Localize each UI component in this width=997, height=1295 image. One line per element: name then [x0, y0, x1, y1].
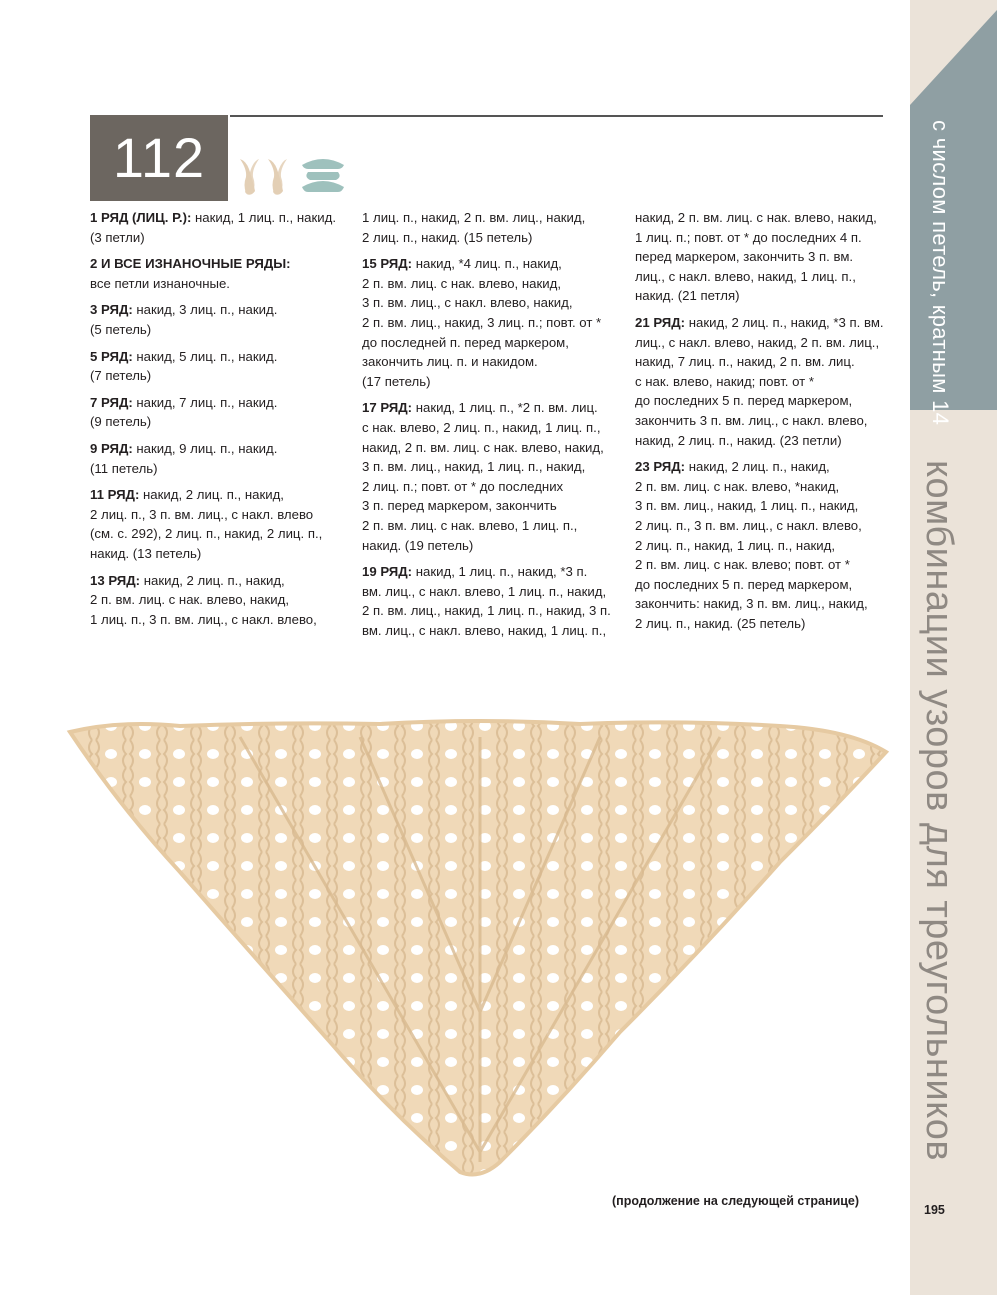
row-text: накид, 2 лиц. п., накид, — [139, 487, 284, 503]
row-text: накид, 3 лиц. п., накид. — [132, 302, 278, 318]
instruction-line: 2 п. вм. лиц. с нак. влево, 1 лиц. п., — [362, 517, 578, 533]
instruction-paragraph — [90, 300, 352, 339]
instruction-line: все петли изнаночные. — [90, 275, 230, 291]
instruction-line: 1 лиц. п.; повт. от * до последних 4 п. — [635, 229, 862, 245]
instructions-column-2 — [362, 208, 624, 647]
instruction-line: (см. с. 292), 2 лиц. п., накид, 2 лиц. п., — [90, 526, 323, 542]
instruction-line: вм. лиц., с накл. влево, 1 лиц. п., накид, — [362, 583, 607, 599]
instruction-line: накид, 2 лиц. п., накид. (23 петли) — [635, 432, 842, 448]
instruction-line — [90, 439, 352, 459]
instruction-paragraph — [362, 254, 624, 391]
instruction-line: закончить 3 п. вм. лиц., с накл. влево, — [635, 412, 868, 428]
instruction-line: (17 петель) — [362, 373, 431, 389]
knitted-shawl-photo — [60, 712, 892, 1182]
instruction-line: 2 лиц. п., накид. (15 петель) — [362, 229, 533, 245]
instruction-line — [90, 393, 352, 413]
instructions-column-3 — [635, 208, 897, 640]
instruction-line: (5 петель) — [90, 321, 152, 337]
side-title: с числом петель, кратным 14 — [928, 120, 953, 426]
instruction-line: 1 лиц. п., накид, 2 п. вм. лиц., накид, — [362, 210, 586, 225]
row-text: накид, *4 лиц. п., накид, — [412, 256, 562, 272]
instruction-line: 2 п. вм. лиц. с нак. влево, *накид, — [635, 478, 840, 494]
row-text: накид, 1 лиц. п., накид, *3 п. — [412, 564, 588, 580]
instruction-line — [362, 398, 624, 418]
instruction-paragraph — [90, 347, 352, 386]
instruction-line: накид, 2 п. вм. лиц. с нак. влево, накид, — [635, 210, 877, 225]
instruction-line: до последних 5 п. перед маркером, — [635, 576, 853, 592]
instruction-line — [90, 485, 352, 505]
instruction-line — [362, 562, 624, 582]
instruction-line: 2 п. вм. лиц. с нак. влево, накид, — [90, 592, 289, 608]
yarn-over-icon — [298, 155, 348, 197]
row-label: 19 РЯД: — [362, 564, 413, 580]
instruction-paragraph — [635, 457, 897, 633]
row-text: накид, 2 лиц. п., накид, *3 п. вм. — [685, 314, 884, 330]
instruction-line — [90, 347, 352, 367]
row-label: 23 РЯД: — [635, 459, 686, 475]
row-label: 1 РЯД (ЛИЦ. Р.): — [90, 210, 192, 225]
side-triangle — [910, 0, 997, 426]
row-label: 5 РЯД: — [90, 348, 133, 364]
instruction-line: до последних 5 п. перед маркером, — [635, 393, 853, 409]
row-label: 17 РЯД: — [362, 400, 413, 416]
instruction-line: с нак. влево, накид; повт. от * — [635, 373, 814, 389]
instruction-paragraph — [90, 208, 352, 247]
instruction-line: накид, 7 лиц. п., накид, 2 п. вм. лиц. — [635, 354, 855, 370]
pattern-number: 112 — [112, 126, 206, 189]
instruction-paragraph — [635, 208, 897, 306]
instruction-line: до последней п. перед маркером, — [362, 334, 569, 350]
instruction-line — [90, 300, 352, 320]
instruction-paragraph — [90, 439, 352, 478]
row-text: накид, 2 лиц. п., накид, — [140, 572, 285, 588]
instruction-line: 2 п. вм. лиц., накид, 3 лиц. п.; повт. от * — [362, 314, 602, 330]
instruction-line: 2 лиц. п., накид. (25 петель) — [635, 615, 806, 631]
row-text: накид, 9 лиц. п., накид. — [132, 440, 278, 456]
row-label: 13 РЯД: — [90, 572, 141, 588]
row-text: накид, 1 лиц. п., накид. — [191, 210, 336, 225]
instruction-paragraph — [90, 393, 352, 432]
row-label: 7 РЯД: — [90, 394, 133, 410]
row-label: 15 РЯД: — [362, 256, 413, 272]
instruction-line: (3 петли) — [90, 229, 145, 245]
page-number: 195 — [924, 1203, 945, 1217]
row-label: 3 РЯД: — [90, 302, 133, 318]
instruction-line: 2 п. вм. лиц. с нак. влево; повт. от * — [635, 557, 850, 573]
instruction-line: 3 п. вм. лиц., накид, 1 лиц. п., накид, — [635, 498, 859, 514]
instruction-line: 2 лиц. п., 3 п. вм. лиц., с накл. влево, — [635, 517, 862, 533]
instruction-paragraph — [90, 254, 352, 293]
row-label: 2 И ВСЕ ИЗНАНОЧНЫЕ РЯДЫ: — [90, 256, 291, 272]
instruction-line: накид. (21 петля) — [635, 288, 740, 304]
instruction-line: накид, 2 п. вм. лиц. с нак. влево, накид, — [362, 439, 604, 455]
instruction-paragraph — [90, 571, 352, 630]
instruction-line: закончить лиц. п. и накидом. — [362, 354, 538, 370]
row-text: накид, 7 лиц. п., накид. — [132, 394, 278, 410]
row-label: 21 РЯД: — [635, 314, 686, 330]
instruction-line — [90, 254, 352, 274]
header-rule — [230, 115, 883, 117]
instruction-paragraph — [635, 313, 897, 450]
instruction-line: (9 петель) — [90, 414, 152, 430]
instruction-line: 2 п. вм. лиц. с нак. влево, накид, — [362, 275, 561, 291]
instruction-paragraph — [362, 208, 624, 247]
instruction-line — [362, 254, 624, 274]
pattern-number-box — [90, 115, 228, 201]
instruction-line — [635, 313, 897, 333]
instruction-line: лиц., с накл. влево, накид, 2 п. вм. лиц., — [635, 334, 880, 350]
instructions-column-1 — [90, 208, 352, 636]
row-text: накид, 5 лиц. п., накид. — [132, 348, 278, 364]
instruction-line: (7 петель) — [90, 368, 152, 384]
instruction-line: 2 лиц. п.; повт. от * до последних — [362, 478, 564, 494]
section-title: комбинации узоров для треугольников — [918, 460, 960, 1162]
instruction-paragraph — [362, 398, 624, 555]
instruction-line: лиц., с накл. влево, накид, 1 лиц. п., — [635, 268, 856, 284]
instruction-line: вм. лиц., с накл. влево, накид, 1 лиц. п., — [362, 622, 607, 638]
instruction-line: перед маркером, закончить 3 п. вм. — [635, 249, 854, 265]
instruction-line: 3 п. вм. лиц., с накл. влево, накид, — [362, 295, 573, 311]
instruction-line: накид. (13 петель) — [90, 545, 202, 561]
instruction-line: (11 петель) — [90, 460, 158, 476]
instruction-line: с нак. влево, 2 лиц. п., накид, 1 лиц. п., — [362, 419, 601, 435]
row-label: 11 РЯД: — [90, 487, 140, 503]
instruction-line: 1 лиц. п., 3 п. вм. лиц., с накл. влево, — [90, 611, 317, 627]
instruction-line: 2 лиц. п., 3 п. вм. лиц., с накл. влево — [90, 506, 314, 522]
instruction-paragraph — [362, 562, 624, 640]
instruction-line: 2 п. вм. лиц., накид, 1 лиц. п., накид, 3 п. — [362, 603, 611, 619]
instruction-line — [90, 208, 352, 228]
instruction-line: закончить: накид, 3 п. вм. лиц., накид, — [635, 596, 868, 612]
continued-note: (продолжение на следующей странице) — [612, 1194, 860, 1208]
instruction-line: 3 п. перед маркером, закончить — [362, 498, 557, 514]
instruction-line — [635, 457, 897, 477]
row-text: накид, 2 лиц. п., накид, — [685, 459, 830, 475]
instruction-line — [90, 571, 352, 591]
instruction-paragraph — [90, 485, 352, 563]
instruction-line: накид. (19 петель) — [362, 537, 474, 553]
instruction-line: 3 п. вм. лиц., накид, 1 лиц. п., накид, — [362, 459, 586, 475]
row-label: 9 РЯД: — [90, 440, 133, 456]
knit-stitch-icon — [237, 155, 293, 199]
instruction-line: 2 лиц. п., накид, 1 лиц. п., накид, — [635, 537, 836, 553]
row-text: накид, 1 лиц. п., *2 п. вм. лиц. — [412, 400, 598, 416]
